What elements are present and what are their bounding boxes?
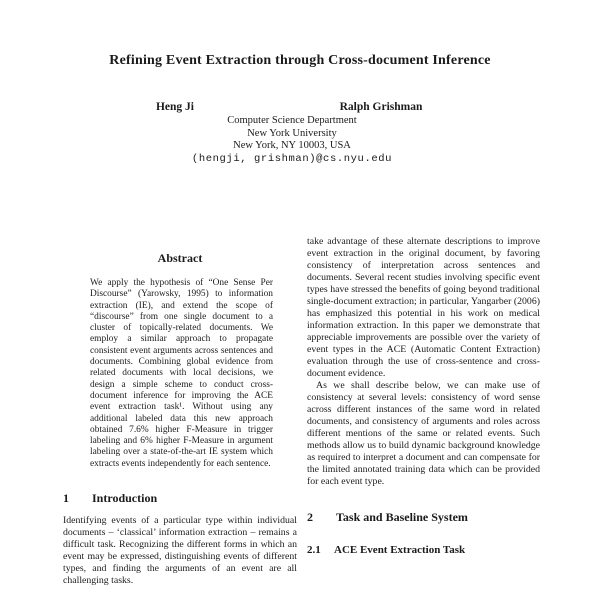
- right-column: [307, 236, 540, 557]
- subsection-title: ACE Event Extraction Task: [334, 544, 466, 556]
- abstract-heading: Abstract: [157, 251, 203, 265]
- section-number: 1: [63, 491, 69, 506]
- section-heading-introduction: [63, 491, 297, 505]
- affiliation-address: New York, NY 10003, USA: [233, 140, 351, 151]
- subsection-heading-ace-task: [307, 543, 540, 557]
- author-name-2: Ralph Grishman: [339, 101, 423, 113]
- paper-title: Refining Event Extraction through Cross-document Inference: [109, 53, 491, 68]
- section-title: Introduction: [92, 491, 158, 506]
- affiliation-university: New York University: [247, 127, 337, 139]
- abstract-text: We apply the hypothesis of “One Sense Per Discourse” (Yarowsky, 1995) to information extraction (IE), and extend the scope of “discourse” from one single document to a cluster of topically-related documents. We employ a similar approach to propagate consistent event arguments across sentences and documents. Combining global evidence from related documents with local decisions, we design a simple scheme to conduct cross-document inference for improving the ACE event extraction task¹. Without using any additional labeled data this new approach obtained 7.6% higher F-Measure in trigger labeling and 6% higher F-Measure in argument labeling over a state-of-the-art IE system which extracts events independently for each sentence.: [90, 278, 273, 469]
- body-paragraph-1: take advantage of these alternate descriptions to improve event extraction in the original document, by favoring consistency of interpretation across sentences and documents. Several recent studies involving specific event types have stressed the benefits of going beyond traditional single-document extraction; in particular, Yangarber (2006) has emphasized this potential in his work on medical information extraction. In this paper we demonstrate that appreciable improvements are possible over the variety of event types in the ACE (Automatic Content Extraction) evaluation through the use of cross-sentence and cross-document evidence.: [307, 236, 540, 379]
- body-paragraph-2: As we shall describe below, we can make use of consistency at several levels: consistency of word sense across different instances of the same word in related documents, and consistency of arguments and roles across different mentions of the same or related events. Such methods allow us to build dynamic background knowledge as required to interpret a document and can compensate for the limited annotated training data which can be provided for each event type.: [307, 380, 540, 487]
- section-title: Task and Baseline System: [336, 510, 468, 524]
- author-emails: (hengji, grishman)@cs.nyu.edu: [191, 152, 393, 165]
- left-column: [63, 251, 297, 587]
- subsection-number: 2.1: [307, 544, 321, 556]
- affiliation-department: Computer Science Department: [227, 115, 357, 126]
- author-name-1: Heng Ji: [155, 101, 194, 113]
- section-heading-task-baseline: [307, 510, 540, 524]
- affiliation-block: [142, 115, 442, 165]
- introduction-paragraph: Identifying events of a particular type within individual documents – ‘classical’ information extraction – remains a difficult task. Recognizing the different forms in which an event may be expressed, distinguishing events of different types, and finding the arguments of an event are all challenging tasks.: [63, 515, 297, 587]
- section-number: 2: [307, 510, 313, 524]
